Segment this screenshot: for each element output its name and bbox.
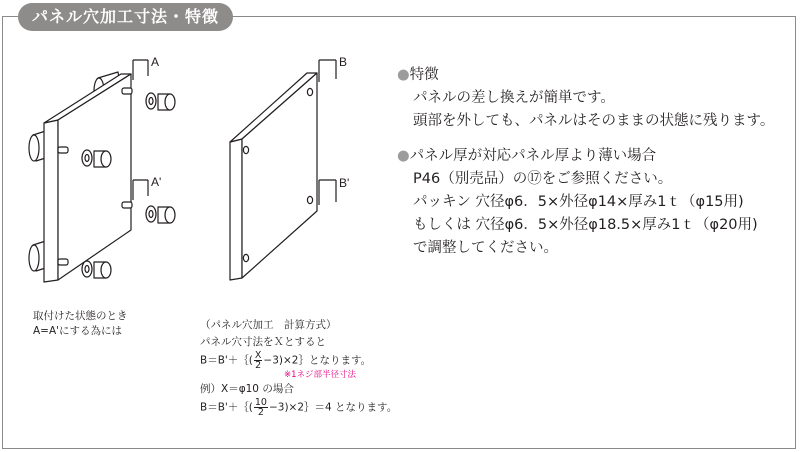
feature-line-4: パッキン 穴径φ6．5×外径φ14×厚み1ｔ（φ15用) — [413, 194, 744, 210]
fraction-x-over-2 — [254, 351, 263, 370]
feature-line-3: P46（別売品）の⑰をご参照ください。 — [413, 171, 673, 187]
washer-3 — [146, 206, 156, 222]
example-line: 例）X＝φ10 の場合 — [200, 383, 294, 395]
cap-2 — [94, 151, 111, 167]
fraction-numerator: 10 — [254, 397, 267, 408]
thin-panel-heading: パネル厚が対応パネル厚より薄い場合 — [409, 148, 657, 164]
formula-1-prefix: B＝B'＋｛( — [200, 354, 253, 367]
fraction-numerator: X — [254, 350, 262, 361]
screw-a1 — [122, 88, 132, 94]
screw-a3 — [122, 202, 132, 208]
cap-3 — [158, 207, 175, 223]
bullet-icon: ● — [397, 148, 410, 164]
caption-left — [33, 309, 128, 339]
fraction-denominator: 2 — [255, 360, 262, 371]
features-heading: 特徴 — [409, 67, 439, 83]
label-b-prime: B' — [339, 176, 350, 190]
caption-line-2: A=A'にする為には — [33, 325, 123, 337]
feature-line-2: 頭部を外しても、パネルはそのままの状態に残ります。 — [413, 113, 775, 129]
screw-a2 — [58, 147, 68, 153]
bullet-icon: ● — [397, 67, 410, 83]
calc-line-1: パネル穴寸法をＸとすると — [200, 336, 326, 348]
label-a: A — [151, 55, 160, 69]
washer-2 — [82, 150, 92, 166]
thread-radius-note: ※1ネジ部半径寸法 — [284, 370, 357, 380]
cap-1 — [158, 94, 175, 110]
caption-line-1: 取付けた状態のとき — [33, 310, 128, 322]
fraction-10-over-2 — [254, 398, 268, 417]
washer-4 — [82, 261, 92, 277]
cap-4 — [94, 262, 111, 278]
formula-1-suffix: −3)×2｝となります。 — [263, 354, 372, 367]
washer-1 — [146, 93, 156, 109]
feature-line-5: もしくは 穴径φ6．5×外径φ18.5×厚み1ｔ（φ20用) — [413, 217, 758, 233]
fraction-denominator: 2 — [257, 407, 264, 418]
calculation-block — [200, 317, 397, 417]
formula-1 — [200, 351, 397, 370]
feature-line-6: で調整してください。 — [413, 240, 558, 256]
formula-2-prefix: B＝B'＋｛( — [200, 401, 253, 414]
label-a-prime: A' — [151, 175, 162, 189]
label-b: B — [339, 55, 348, 69]
feature-line-1: パネルの差し換えが簡単です。 — [413, 90, 615, 106]
section-title: パネル穴加工寸法・特徴 — [18, 3, 233, 31]
calc-heading: （パネル穴加工 計算方式） — [200, 319, 337, 331]
panel-a — [44, 74, 131, 282]
screw-a4 — [58, 259, 68, 265]
features-block — [397, 64, 774, 260]
formula-2 — [200, 398, 397, 417]
formula-2-suffix: −3)×2｝＝4 となります。 — [268, 401, 398, 414]
panel-b — [230, 73, 317, 280]
